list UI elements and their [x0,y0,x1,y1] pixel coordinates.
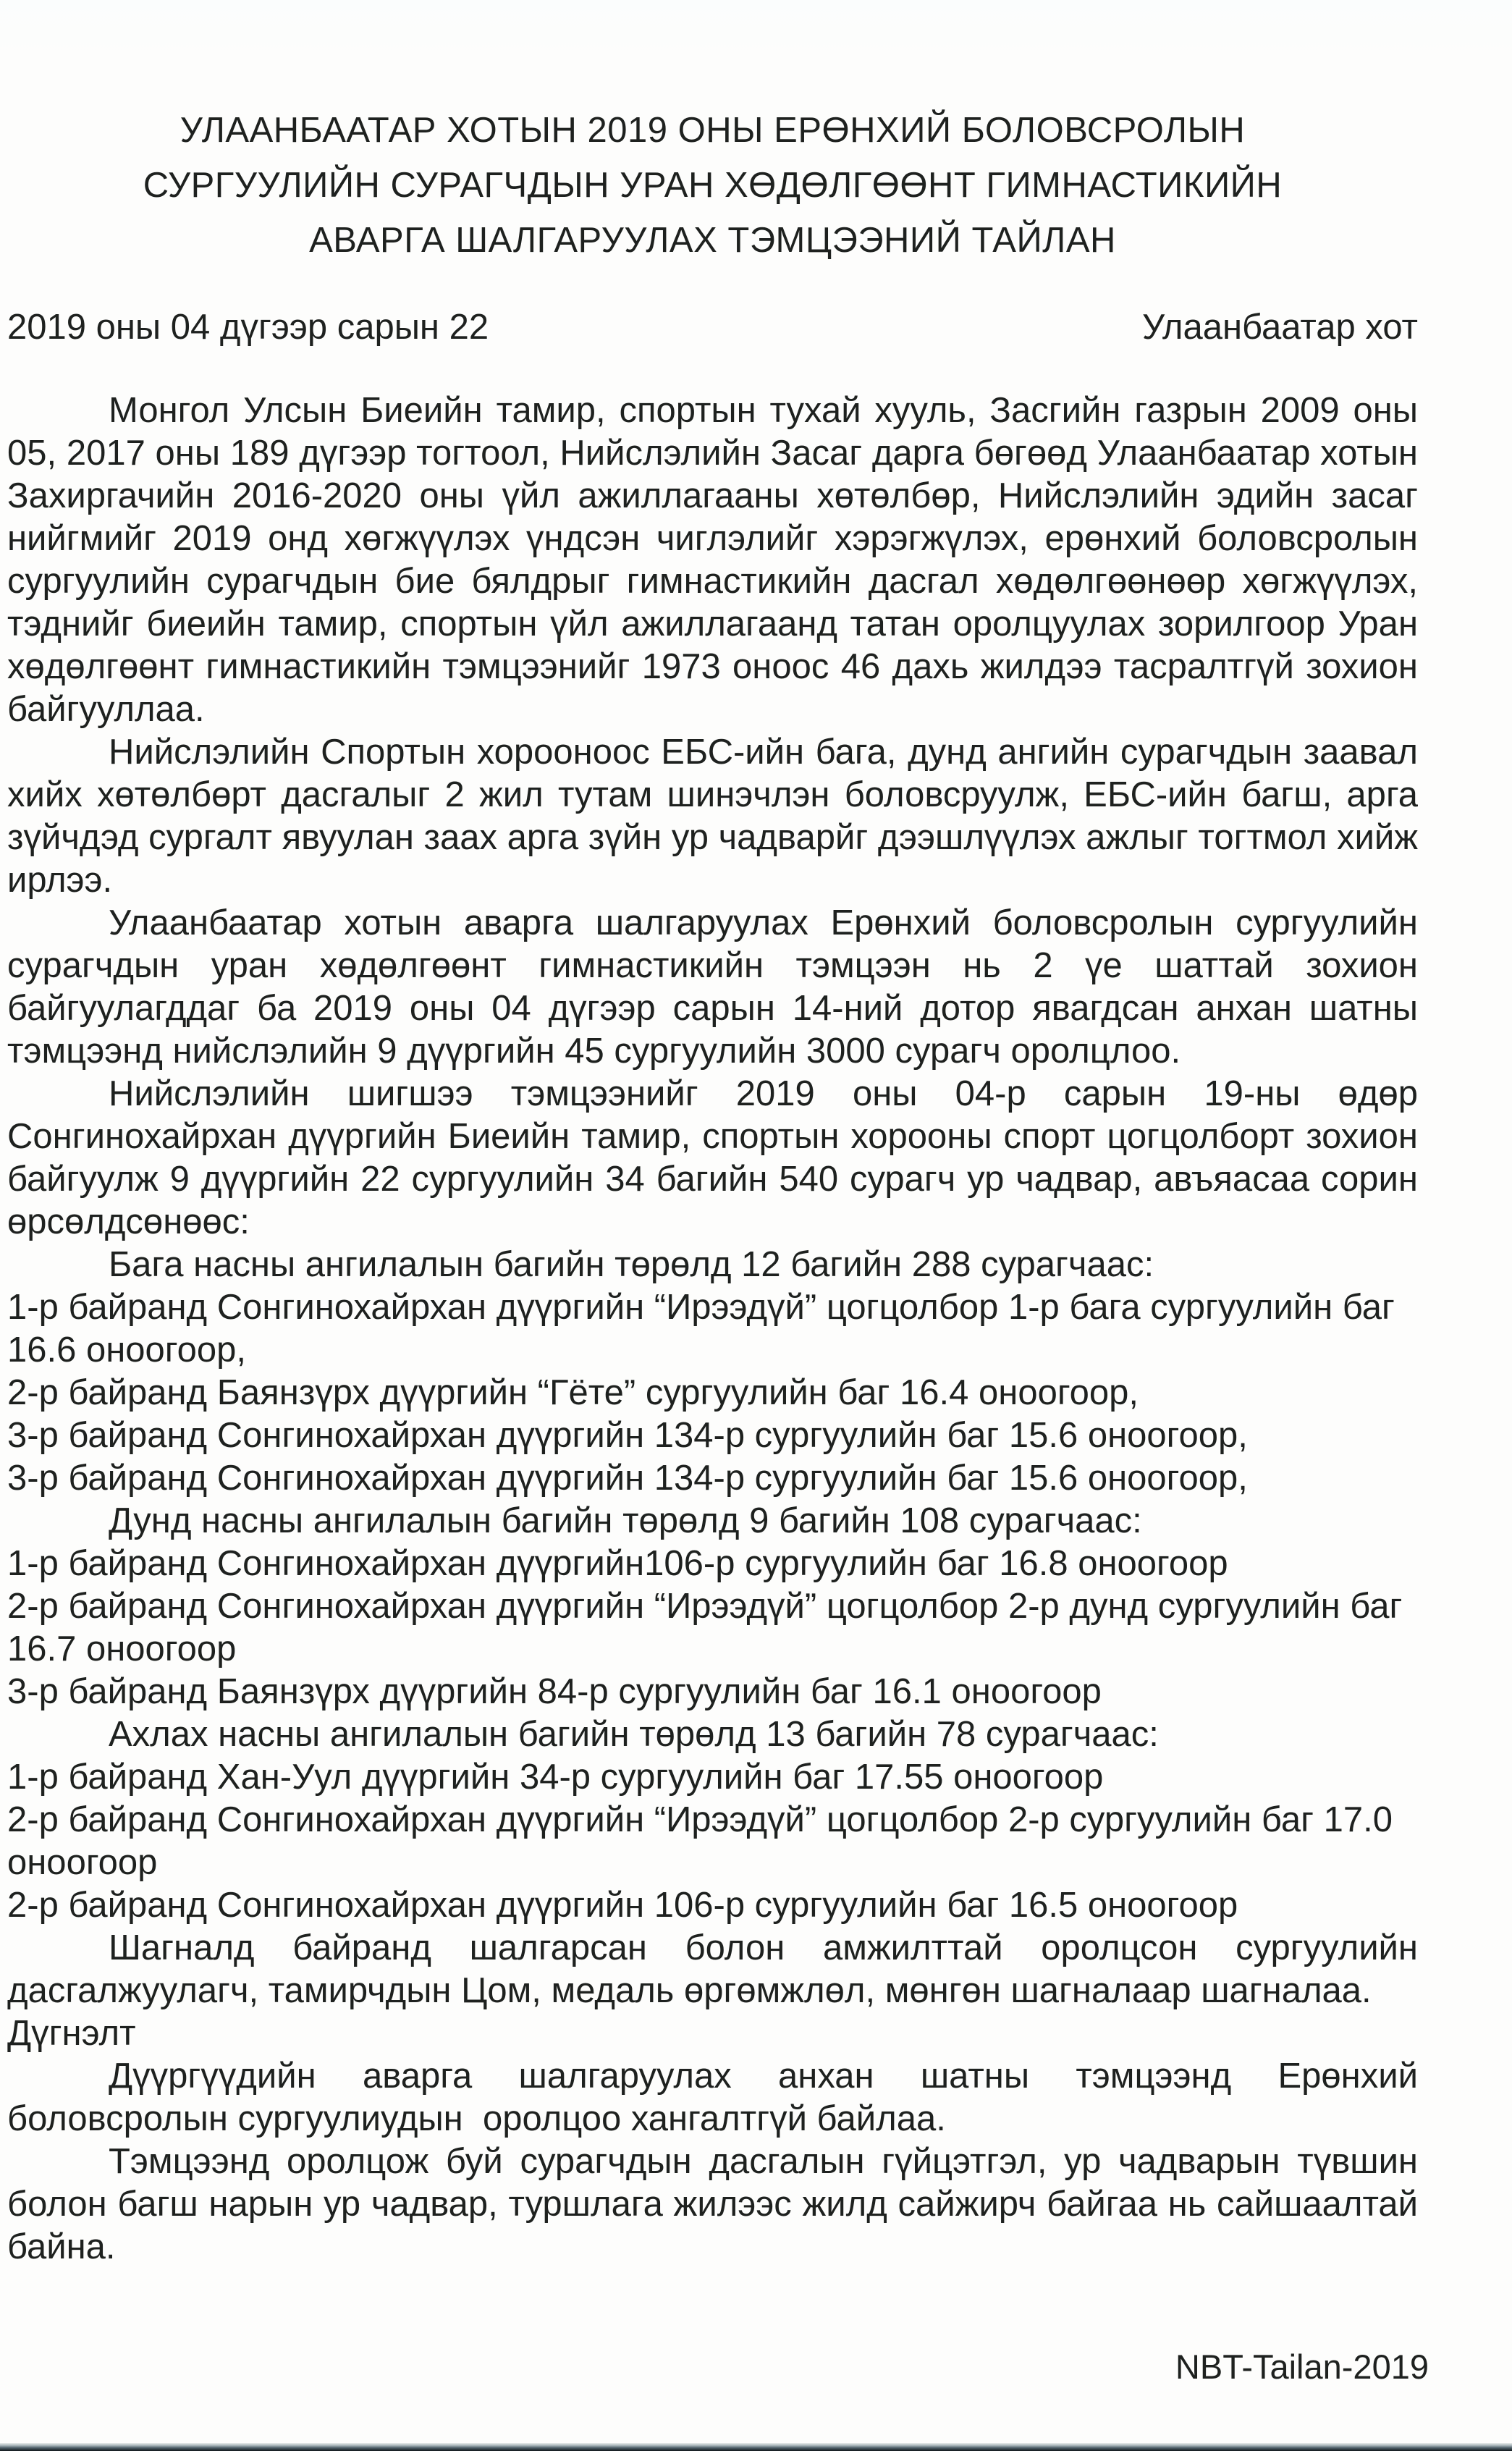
result-item-senior-1: 1-р байранд Хан-Уул дүүргийн 34-р сургуулийн баг 17.55 оноогоор [7,1758,1104,1797]
report-location: Улаанбаатар хот [1142,308,1418,347]
heading-middle-age-category: Дунд насны ангилалын багийн төрөлд 9 багийн 108 сурагчаас: [109,1501,1142,1540]
report-date: 2019 оны 04 дүгээр сарын 22 [7,308,489,347]
report-title-line-2: СУРГУУЛИЙН СУРАГЧДЫН УРАН ХӨДӨЛГӨӨНТ ГИМНАСТИКИЙН [143,166,1283,205]
paragraph-legal-basis: Монгол Улсын Биеийн тамир, спортын тухай хууль, Засгийн газрын 2009 оны 05, 2017 оны 189 дүгээр тогтоол, Нийслэлийн Засаг дарга бөгөөд Улаанбаатар хотын Захиргачийн 2016-2020 оны үйл ажиллагааны хөтөлбөр, Нийслэлийн эдийн засаг нийгмийг 2019 онд хөгжүүлэх үндсэн чиглэлийг хэрэгжүлэх, ерөнхий боловсролын сургуулийн сурагчдын бие бялдрыг гимнастикийн дасгал хөдөлгөөнөөр хөгжүүлэх, тэднийг биеийн тамир, спортын үйл ажиллагаанд татан оролцуулах зорилгоор Уран хөдөлгөөнт гимнастикийн тэмцээнийг 1973 оноос 46 дахь жилдээ тасралтгүй зохион байгууллаа. [7,391,1428,729]
result-item-senior-3: 2-р байранд Сонгинохайрхан дүүргийн 106-р сургуулийн баг 16.5 оноогоор [7,1886,1238,1925]
date-row [7,305,1418,349]
heading-senior-age-category: Ахлах насны ангилалын багийн төрөлд 13 багийн 78 сурагчаас: [109,1715,1159,1754]
paragraph-curriculum-update: Нийслэлийн Спортын хорооноос ЕБС-ийн бага, дунд ангийн сурагчдын заавал хийх хөтөлбөрт дасгалыг 2 жил тутам шинэчлэн боловсруулж, ЕБС-ийн багш, арга зүйчдэд сургалт явуулан заах арга зүйн ур чадварйг дээшлүүлэх ажлыг тогтмол хийж ирлээ. [7,733,1428,900]
paragraph-conclusion-participation: Дүүргүүдийн аварга шалгаруулах анхан шатны тэмцээнд Ерөнхий боловсролын сургуулиудын оролцоо хангалтгүй байлаа. [7,2056,1428,2138]
heading-junior-age-category: Бага насны ангилалын багийн төрөлд 12 багийн 288 сурагчаас: [109,1245,1154,1284]
conclusion-label: Дүгнэлт [7,2014,136,2053]
result-item-junior-1: 1-р байранд Сонгинохайрхан дүүргийн “Ирээдүй” цогцолбор 1-р бага сургуулийн баг 16.6 оноогоор, [7,1288,1405,1370]
paragraph-final-competition: Нийслэлийн шигшээ тэмцээнийг 2019 оны 04-р сарын 19-ны өдөр Сонгинохайрхан дүүргийн Биеийн тамир, спортын хорооны спорт цогцолборт зохион байгуулж 9 дүүргийн 22 сургуулийн 34 багийн 540 сурагч ур чадвар, авъяасаа сорин өрсөлдсөнөөс: [7,1074,1428,1241]
footer-document-code: NBT-Tailan-2019 [1175,2347,1429,2386]
report-title [7,103,1418,268]
result-item-middle-3: 3-р байранд Баянзүрх дүүргийн 84-р сургуулийн баг 16.1 оноогоор [7,1672,1102,1711]
report-body [7,389,1428,2269]
result-item-middle-1: 1-р байранд Сонгинохайрхан дүүргийн106-р сургуулийн баг 16.8 оноогоор [7,1544,1228,1583]
paragraph-awards: Шагналд байранд шалгарсан болон амжилттай оролцсон сургуулийн дасгалжуулагч, тамирчдын Цом, медаль өргөмжлөл, мөнгөн шагналаар шагналаа. [7,1928,1428,2010]
result-item-junior-3: 3-р байранд Сонгинохайрхан дүүргийн 134-р сургуулийн баг 15.6 оноогоор, [7,1416,1248,1455]
report-title-line-1: УЛААНБААТАР ХОТЫН 2019 ОНЫ ЕРӨНХИЙ БОЛОВСРОЛЫН [180,111,1246,150]
result-item-senior-2: 2-р байранд Сонгинохайрхан дүүргийн “Ирээдүй” цогцолбор 2-р сургуулийн баг 17.0 оноогоор [7,1800,1403,1882]
result-item-junior-4: 3-р байранд Сонгинохайрхан дүүргийн 134-р сургуулийн баг 15.6 оноогоор, [7,1459,1248,1498]
report-title-line-3: АВАРГА ШАЛГАРУУЛАХ ТЭМЦЭЭНИЙ ТАЙЛАН [309,221,1116,260]
paragraph-conclusion-progress: Тэмцээнд оролцож буй сурагчдын дасгалын гүйцэтгэл, ур чадварын түвшин болон багш нарын ур чадвар, туршлага жилээс жилд сайжирч байгаа нь сайшаалтай байна. [7,2142,1428,2266]
result-item-middle-2: 2-р байранд Сонгинохайрхан дүүргийн “Ирээдүй” цогцолбор 2-р дунд сургуулийн баг 16.7 оноогоор [7,1587,1412,1669]
paragraph-competition-stages: Улаанбаатар хотын аварга шалгаруулах Ерөнхий боловсролын сургуулийн сурагчдын уран хөдөлгөөнт гимнастикийн тэмцээн нь 2 үе шаттай зохион байгуулагддаг ба 2019 оны 04 дүгээр сарын 14-ний дотор явагдсан анхан шатны тэмцээнд нийслэлийн 9 дүүргийн 45 сургуулийн 3000 сурагч оролцлоо. [7,903,1428,1071]
scanner-edge-artifact [0,2443,1512,2451]
result-item-junior-2: 2-р байранд Баянзүрх дүүргийн “Гёте” сургуулийн баг 16.4 оноогоор, [7,1373,1139,1412]
